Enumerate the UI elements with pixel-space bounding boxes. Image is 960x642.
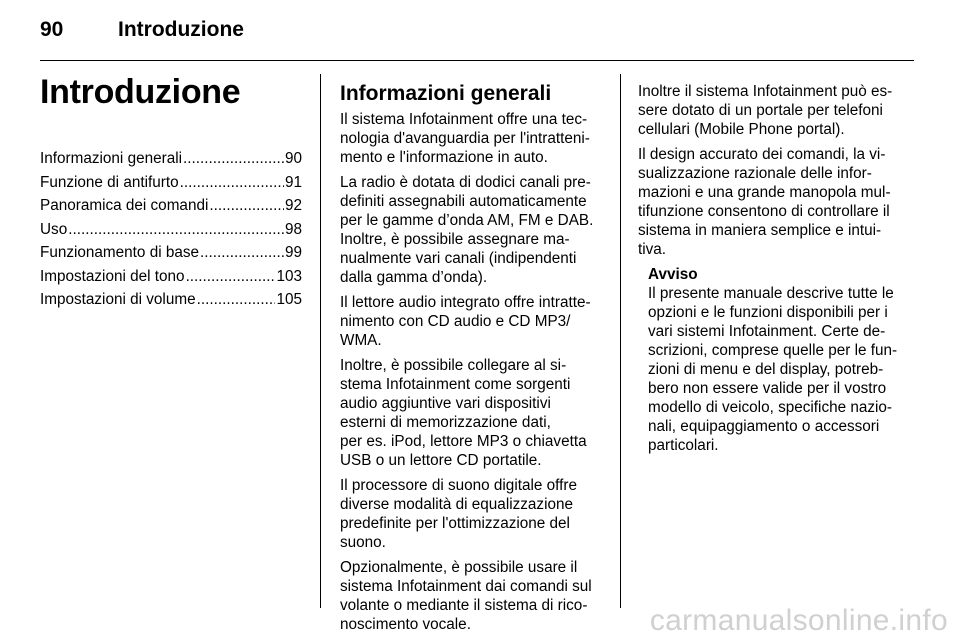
toc-entry[interactable] [40, 171, 302, 195]
middle-column [340, 82, 608, 640]
toc-entry-page: 91 [284, 173, 302, 191]
section-title: Informazioni generali [340, 82, 552, 105]
running-title: Introduzione [118, 18, 244, 41]
toc-entry-page: 98 [284, 220, 302, 238]
toc-entry[interactable] [40, 288, 302, 312]
toc-leader-dots [180, 171, 284, 195]
paragraph: Inoltre, è possibile collegare al si- stema Infotainment come sorgenti audio aggiuntive vari dispositivi esterni di memorizzazione dati, per es. iPod, lettore MP3 o chiavetta USB o un lettore CD portatile. [340, 357, 587, 469]
column-divider [320, 74, 321, 608]
paragraph: Il design accurato dei comandi, la vi- sualizzazione razionale delle infor- mazioni e una grande manopola mul- tifunzione consentono di controllare il sistema in maniera semplice e intui- tiva. [638, 146, 891, 258]
paragraph: Il lettore audio integrato offre intratte- nimento con CD audio e CD MP3/ WMA. [340, 294, 591, 349]
paragraph: Opzionalmente, è possibile usare il sistema Infotainment dai comandi sul volante o mediante il sistema di rico- noscimento vocale. [340, 559, 592, 633]
toc-entry-label: Informazioni generali [40, 150, 182, 167]
paragraph: La radio è dotata di dodici canali pre- definiti assegnabili automaticamente per le gamme d’onda AM, FM e DAB. Inoltre, è possibile assegnare ma- nualmente vari canali (indipendenti dalla gamma d’onda). [340, 174, 594, 286]
toc-entry[interactable] [40, 265, 302, 289]
toc-entry-page: 92 [284, 197, 302, 214]
page-header [40, 18, 914, 61]
note-box [648, 265, 908, 455]
toc-entry-page: 90 [284, 150, 302, 167]
toc-entry[interactable] [40, 194, 302, 218]
toc-entry[interactable] [40, 218, 302, 242]
toc-entry-page: 105 [276, 291, 302, 308]
toc-leader-dots [197, 288, 276, 312]
toc-leader-dots [186, 265, 276, 289]
toc-entry-label: Funzionamento di base [40, 244, 200, 261]
toc-entry-label: Panoramica dei comandi [40, 197, 209, 214]
toc-entry-page: 99 [284, 244, 302, 261]
paragraph: Il sistema Infotainment offre una tec- nologia d'avanguardia per l'intratteni- mento e l'informazione in auto. [340, 111, 590, 166]
note-title: Avviso [648, 266, 698, 283]
watermark: carmanualsonline.info [649, 604, 948, 637]
column-divider [620, 74, 621, 608]
right-column [638, 82, 908, 455]
toc-leader-dots [183, 147, 284, 171]
toc-leader-dots [200, 241, 284, 265]
toc-entry-label: Impostazioni del tono [40, 267, 185, 285]
note-text: Il presente manuale descrive tutte le opzioni e le funzioni disponibili per i vari sistemi Infotainment. Certe de- scrizioni, comprese quelle per le fun- zioni di menu e del display, potreb- bero non essere valide per il vostro modello di veicolo, specifiche nazio- nali, equipaggiamento o accessori particolari. [648, 285, 898, 454]
paragraph: Il processore di suono digitale offre diverse modalità di equalizzazione predefinite per l'ottimizzazione del suono. [340, 477, 577, 551]
toc-entry-label: Impostazioni di volume [40, 291, 196, 308]
toc-entry[interactable] [40, 241, 302, 265]
paragraph: Inoltre il sistema Infotainment può es- sere dotato di un portale per telefoni cellulari (Mobile Phone portal). [638, 83, 893, 138]
page-number: 90 [40, 18, 64, 41]
toc-leader-dots [68, 218, 284, 242]
table-of-contents [40, 147, 302, 312]
chapter-title: Introduzione [40, 73, 241, 111]
toc-entry-page: 103 [276, 267, 302, 285]
toc-entry[interactable] [40, 147, 302, 171]
toc-entry-label: Uso [40, 220, 68, 238]
toc-leader-dots [209, 194, 284, 218]
toc-entry-label: Funzione di antifurto [40, 173, 179, 191]
